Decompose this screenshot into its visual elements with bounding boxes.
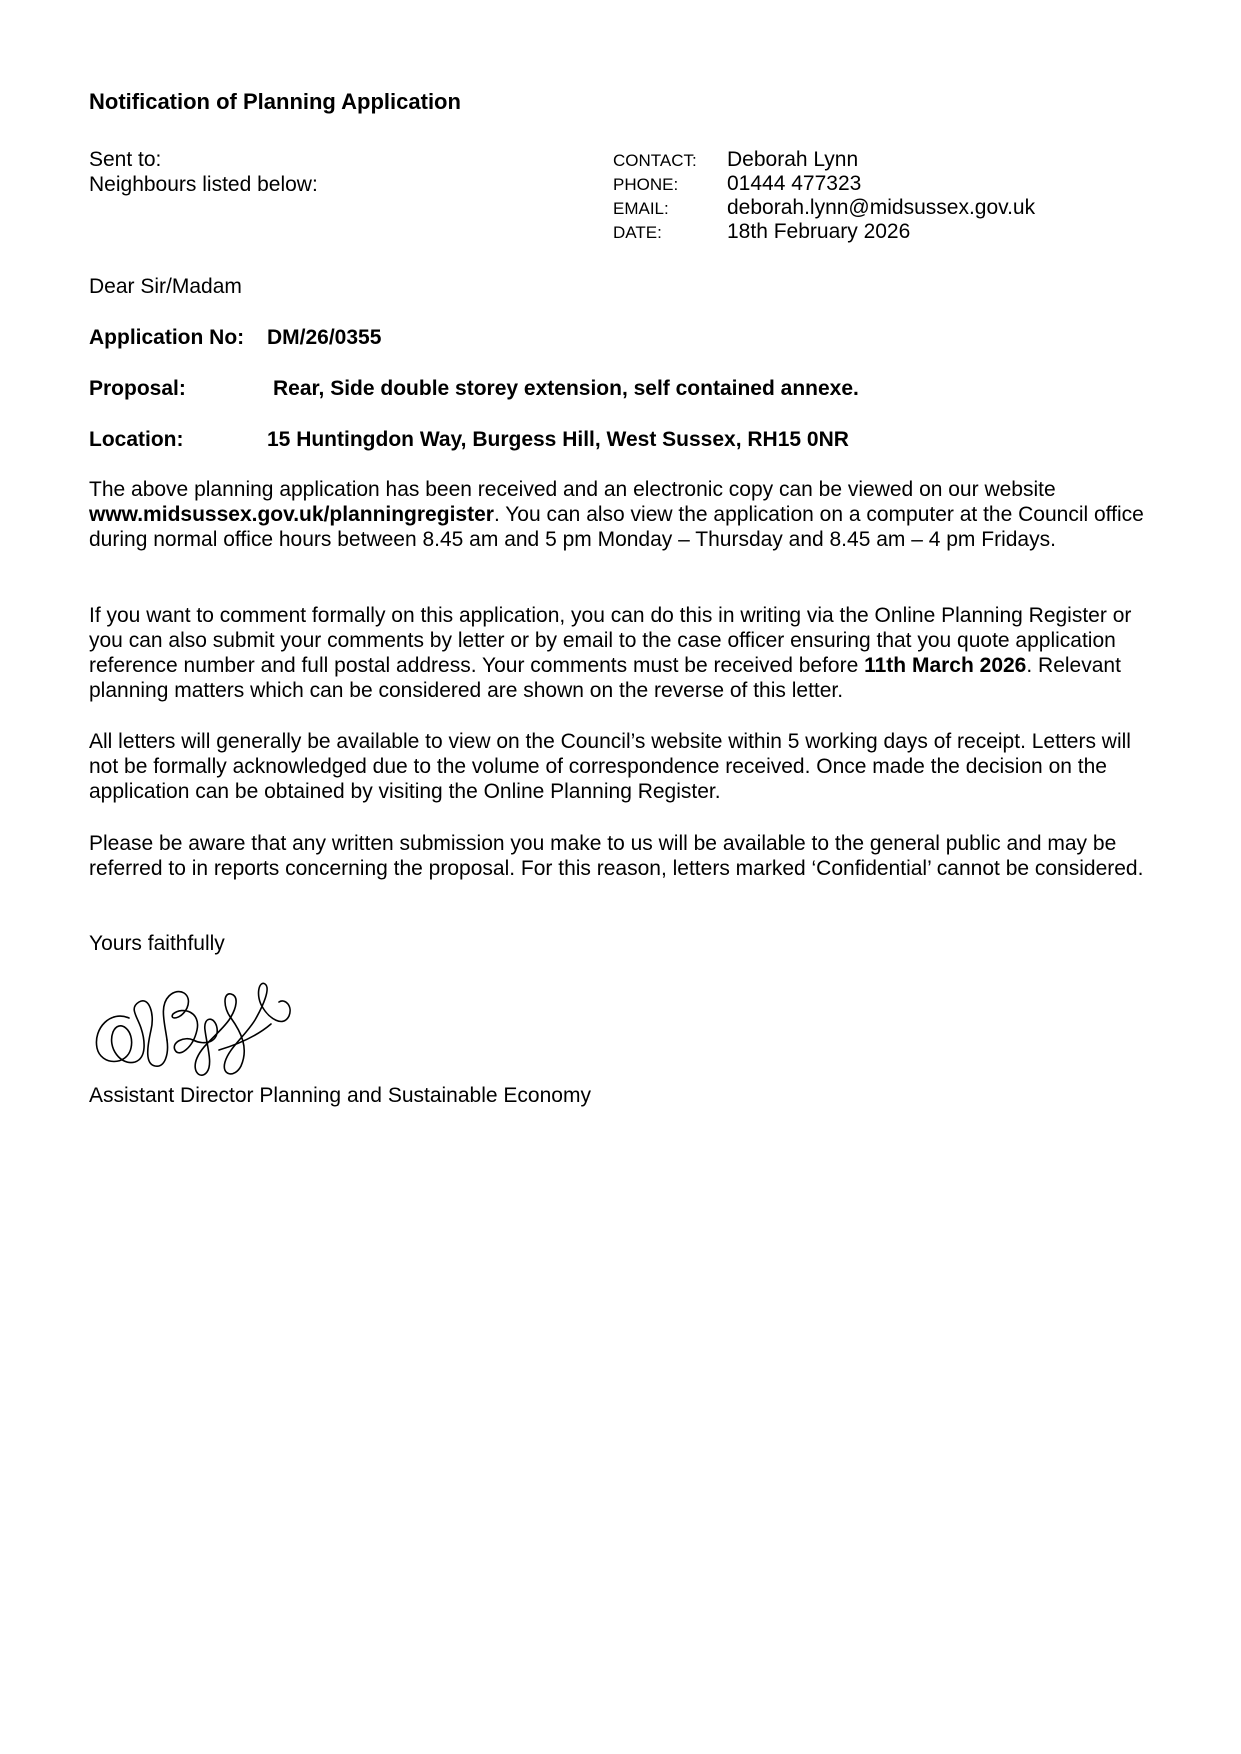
contact-row bbox=[613, 147, 1035, 171]
closing: Yours faithfully bbox=[89, 932, 225, 955]
greeting: Dear Sir/Madam bbox=[89, 275, 242, 298]
paragraph-viewing-info bbox=[89, 477, 1159, 552]
location-label: Location: bbox=[89, 428, 184, 451]
contact-value: Deborah Lynn bbox=[727, 148, 859, 171]
paragraph-text: If you want to comment formally on this application, you can do this in writing via the Online Planning Register or you can also submit your comments by letter or by email to the case officer ensuring that you quote application reference number and full postal address. Your comments must be received before bbox=[89, 604, 1132, 677]
paragraph-text: . You can also view the application on a computer at the Council office during normal office hours between 8.45 am and 5 pm Monday – Thursday and 8.45 am – 4 pm Fridays. bbox=[89, 503, 1144, 551]
email-value: deborah.lynn@midsussex.gov.uk bbox=[727, 196, 1036, 219]
location-row bbox=[89, 427, 849, 452]
proposal-value: Rear, Side double storey extension, self contained annexe. bbox=[273, 377, 859, 400]
phone-label: PHONE: bbox=[613, 175, 679, 194]
proposal-label: Proposal: bbox=[89, 377, 186, 400]
planning-register-link[interactable]: www.midsussex.gov.uk/planningregister bbox=[89, 503, 494, 526]
application-number-row bbox=[89, 325, 381, 350]
paragraph-availability: All letters will generally be available to view on the Council’s website within 5 working days of receipt. Letters will not be formally acknowledged due to the volume of correspondence received. Once made the decision on the application can be obtained by visiting the Online Planning Register. bbox=[89, 730, 1131, 803]
paragraph-public-notice: Please be aware that any written submission you make to us will be available to the general public and may be referred to in reports concerning the proposal. For this reason, letters marked ‘Confidential’ cannot be considered. bbox=[89, 832, 1144, 880]
application-number-value: DM/26/0355 bbox=[267, 326, 382, 349]
contact-block bbox=[613, 147, 1035, 243]
phone-row bbox=[613, 171, 1035, 195]
signature-image bbox=[89, 958, 299, 1080]
sent-to-label: Sent to: bbox=[89, 148, 162, 171]
phone-value: 01444 477323 bbox=[727, 172, 862, 195]
recipient-block bbox=[89, 147, 318, 197]
signatory-title: Assistant Director Planning and Sustainable Economy bbox=[89, 1084, 591, 1107]
contact-label: CONTACT: bbox=[613, 151, 697, 170]
location-value: 15 Huntingdon Way, Burgess Hill, West Sussex, RH15 0NR bbox=[267, 428, 849, 451]
letter-title: Notification of Planning Application bbox=[89, 89, 461, 114]
date-label: DATE: bbox=[613, 223, 662, 242]
email-row bbox=[613, 195, 1035, 219]
proposal-row bbox=[89, 376, 859, 401]
paragraph-comment-info bbox=[89, 603, 1159, 703]
email-label: EMAIL: bbox=[613, 199, 669, 218]
paragraph-text: The above planning application has been received and an electronic copy can be viewed on our website bbox=[89, 478, 1056, 501]
handwritten-signature-icon bbox=[89, 958, 299, 1080]
paragraph-text: . Relevant planning matters which can be considered are shown on the reverse of this letter. bbox=[89, 654, 1121, 702]
comment-deadline: 11th March 2026 bbox=[864, 654, 1027, 677]
sent-to-value: Neighbours listed below: bbox=[89, 173, 318, 196]
date-value: 18th February 2026 bbox=[727, 220, 911, 243]
application-number-label: Application No: bbox=[89, 326, 245, 349]
date-row bbox=[613, 219, 1035, 243]
